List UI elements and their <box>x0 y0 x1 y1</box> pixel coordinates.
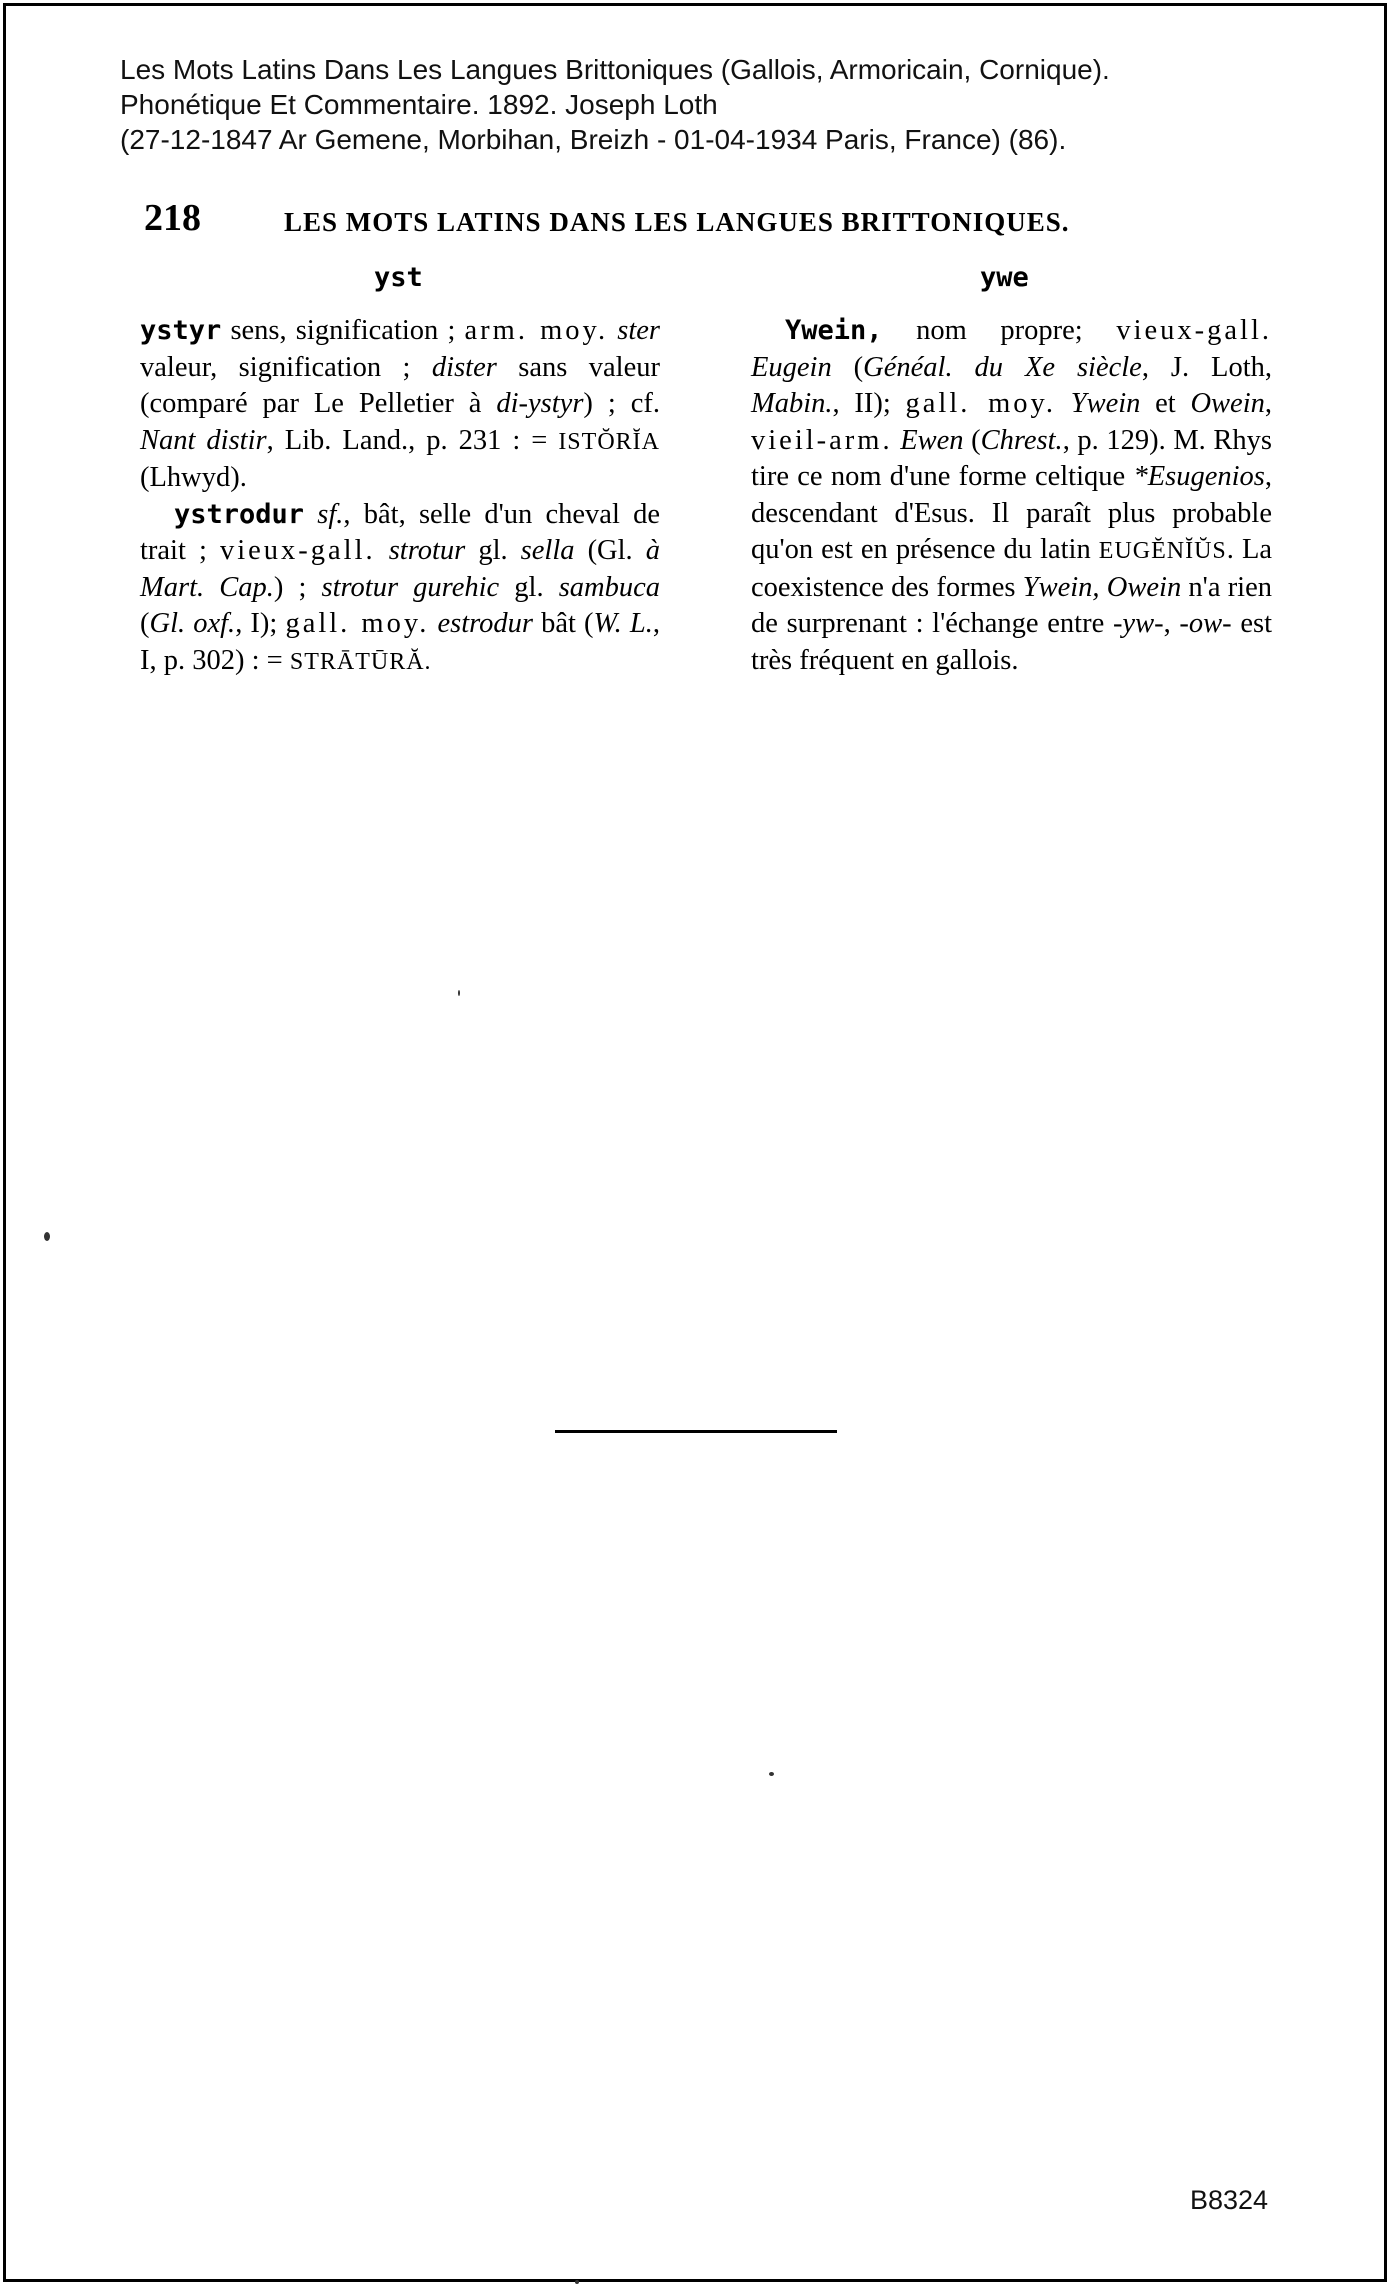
entry-italic: Mabin. <box>751 388 833 419</box>
entry-italic: -yw- <box>1112 608 1164 639</box>
metadata-line-1: Les Mots Latins Dans Les Langues Brittoniques (Gallois, Armoricain, Cornique). <box>120 54 1110 85</box>
entry-italic: estrodur <box>437 608 534 639</box>
entry-text: gall. moy. <box>905 388 1057 419</box>
entry-italic: Chrest. <box>980 424 1063 456</box>
entry-text: valeur, signification ; <box>140 351 432 383</box>
metadata-line-3: (27-12-1847 Ar Gemene, Morbihan, Breizh - 01-04-1934 Paris, France) (86). <box>120 124 1067 155</box>
entry-text: ) ; <box>273 571 322 603</box>
entry-italic: di-ystyr <box>496 388 584 419</box>
entry-small-caps: STRĀTŪRĂ. <box>289 648 432 675</box>
entry-text: nom propre; <box>882 315 1117 346</box>
entry-text: ) ; cf. <box>583 388 660 419</box>
entry-text: sans valeur (comparé par Le Pelletier à <box>140 351 660 419</box>
entry-text: , bât, selle d'un cheval de trait ; <box>140 498 661 566</box>
entry-italic: Nant distir <box>140 424 267 456</box>
entry-text: , I); <box>235 608 286 639</box>
entry-text: gl. <box>499 571 559 603</box>
scan-speck <box>44 1232 50 1241</box>
entry-italic: ster <box>617 315 660 346</box>
entry-ystrodur <box>140 497 660 681</box>
entry-text: , <box>1264 388 1272 419</box>
section-end-rule <box>555 1430 837 1433</box>
headword: Ywein, <box>785 315 883 346</box>
entry-text <box>1056 388 1071 419</box>
entry-text: n'a rien de surprenant : l'échange entre <box>751 571 1273 639</box>
catalog-number: B8324 <box>1190 2185 1269 2215</box>
entry-italic: Ywein <box>1070 388 1141 419</box>
entry-italic: Ewen <box>900 424 964 456</box>
left-column-heading: yst <box>374 262 423 293</box>
entry-italic: Owein <box>1190 388 1265 419</box>
headword: ystrodur <box>174 498 305 530</box>
entry-text: , p. 129). M. Rhys tire ce nom d'une forme celtique <box>751 424 1272 492</box>
entry-text <box>304 499 317 530</box>
source-metadata <box>120 52 1300 157</box>
entry-text: et <box>1140 388 1191 419</box>
entry-italic: -ow- <box>1179 608 1232 639</box>
entry-text: , J. Loth, <box>1141 351 1273 383</box>
entry-italic: W. L. <box>593 608 653 639</box>
entry-text: , II); <box>832 388 906 419</box>
entry-text: arm. moy. <box>464 315 609 346</box>
metadata-line-2: Phonétique Et Commentaire. 1892. Joseph Loth <box>120 89 718 120</box>
entry-italic: sf. <box>317 498 344 530</box>
entry-italic: Eugein <box>751 351 832 383</box>
entry-small-caps: EUGĔNĬŬS <box>1098 538 1227 564</box>
page-number: 218 <box>144 197 201 239</box>
entry-text: ( <box>963 424 981 456</box>
right-column <box>751 313 1272 679</box>
entry-italic: Généal. du Xe siècle <box>863 351 1142 383</box>
entry-text <box>608 315 617 346</box>
entry-text: , <box>1163 608 1180 639</box>
scan-speck <box>575 2280 579 2284</box>
entry-text: , descendant d'Esus. Il paraît plus probable qu'on est en présence du latin <box>751 461 1272 565</box>
entry-ystyr <box>140 313 660 497</box>
entry-text: ( <box>140 608 150 639</box>
left-column <box>140 313 660 680</box>
entry-text: vieux-gall. <box>219 535 376 566</box>
running-head: LES MOTS LATINS DANS LES LANGUES BRITTONIQUES. <box>284 207 1070 237</box>
entry-text: , Lib. Land., p. 231 : = <box>266 424 559 456</box>
entry-italic: strotur <box>388 535 466 566</box>
entry-italic: dister <box>431 351 497 383</box>
headword: ystyr <box>140 315 222 346</box>
entry-text: est très fréquent en gallois. <box>751 608 1273 676</box>
entry-small-caps: ISTŎRĬA <box>558 428 660 455</box>
scan-speck <box>458 990 460 996</box>
right-column-heading: ywe <box>980 262 1029 293</box>
entry-italic: à Mart. Cap. <box>140 535 660 603</box>
entry-italic: sella <box>520 535 575 566</box>
entry-text: vieux-gall. <box>1116 315 1272 346</box>
entry-italic: Gl. oxf. <box>149 608 236 639</box>
entry-text: (Lhwyd). <box>140 462 247 493</box>
entry-text: gl. <box>465 535 521 566</box>
entry-italic: Ywein, Owein <box>1022 571 1182 603</box>
entry-text: (Gl. <box>574 535 646 566</box>
entry-text: , I, p. 302) : = <box>140 608 661 676</box>
entry-italic: *Esugenios <box>1133 461 1265 492</box>
entry-text <box>376 535 389 566</box>
entry-text: . La coexistence des formes <box>751 534 1273 603</box>
entry-text: ( <box>831 351 864 383</box>
entry-italic: sambuca <box>558 571 661 603</box>
entry-text: gall. moy. <box>285 608 430 639</box>
scan-speck <box>769 1772 774 1776</box>
entry-ywein <box>751 313 1272 679</box>
entry-text: sens, signification ; <box>221 315 465 346</box>
entry-text: bât ( <box>533 608 594 639</box>
entry-text: vieil-arm. <box>751 424 893 456</box>
entry-italic: strotur gurehic <box>321 571 500 603</box>
